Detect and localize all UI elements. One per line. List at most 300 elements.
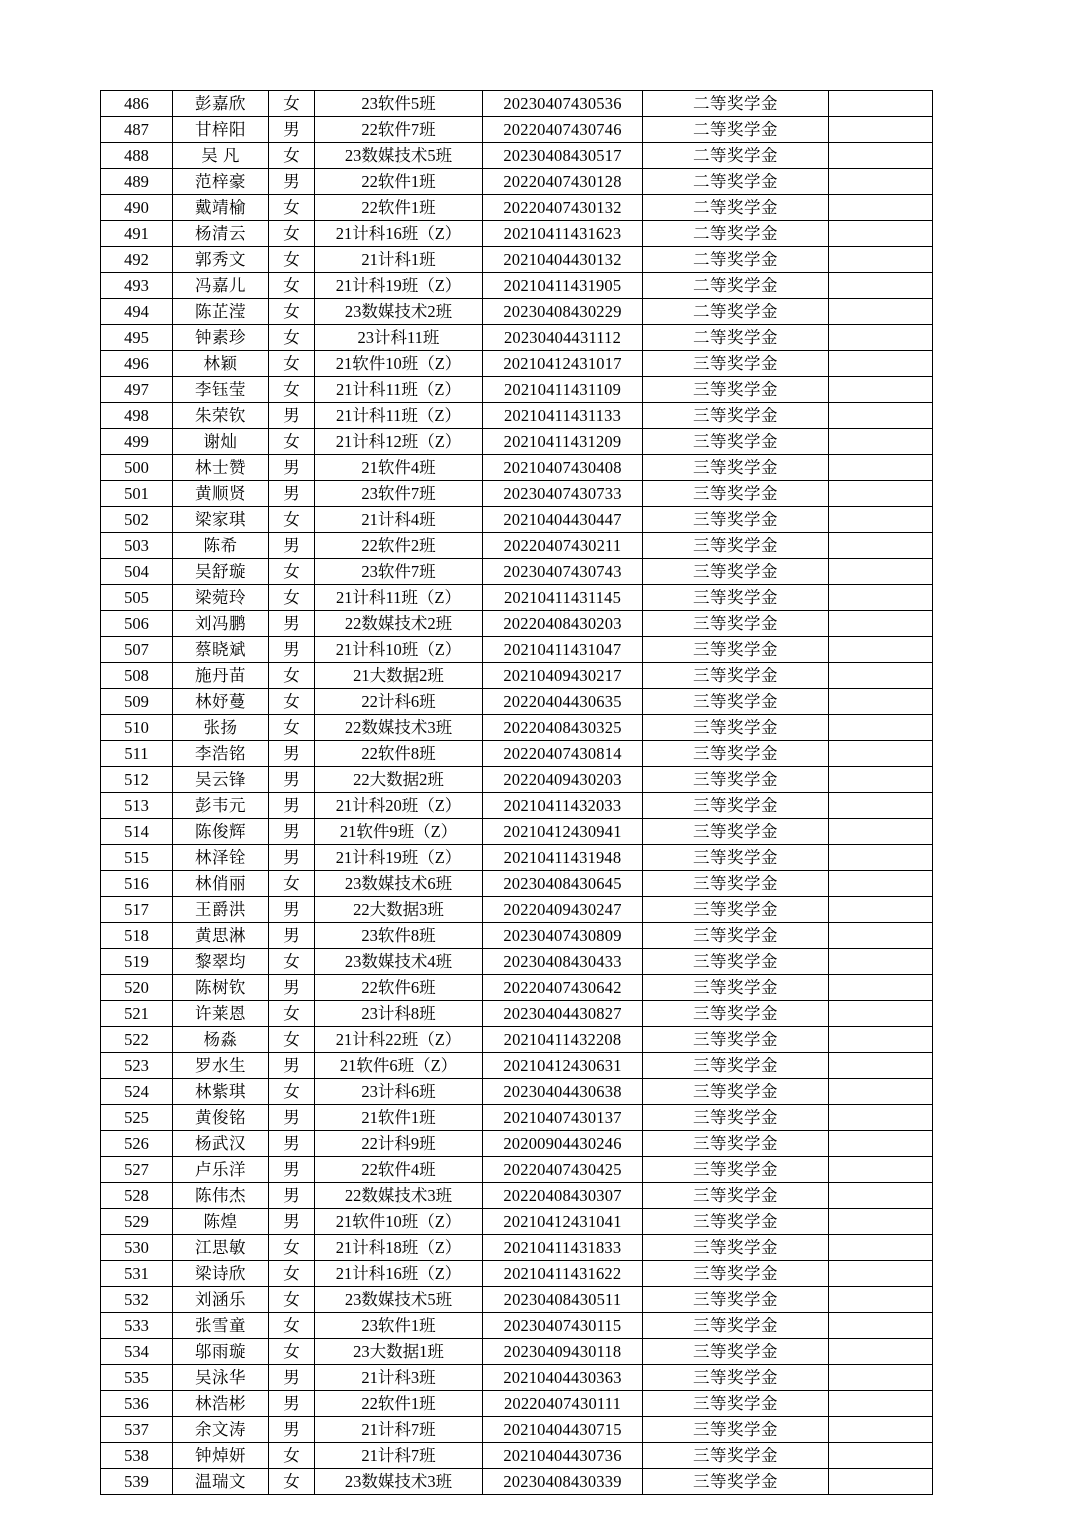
row-index: 509 xyxy=(101,689,173,715)
student-name: 黄思淋 xyxy=(173,923,269,949)
student-name: 林颖 xyxy=(173,351,269,377)
remark xyxy=(829,715,933,741)
remark xyxy=(829,559,933,585)
remark xyxy=(829,325,933,351)
table-row xyxy=(101,221,933,247)
student-sex: 男 xyxy=(269,1053,315,1079)
table-row xyxy=(101,455,933,481)
row-index: 499 xyxy=(101,429,173,455)
student-class: 23数媒技术6班 xyxy=(315,871,483,897)
student-sex: 男 xyxy=(269,1391,315,1417)
student-id: 20230408430511 xyxy=(483,1287,643,1313)
award-level: 三等奖学金 xyxy=(643,1391,829,1417)
student-sex: 女 xyxy=(269,559,315,585)
student-class: 22软件1班 xyxy=(315,169,483,195)
student-class: 21计科19班（Z） xyxy=(315,273,483,299)
student-name: 戴靖榆 xyxy=(173,195,269,221)
student-class: 21大数据2班 xyxy=(315,663,483,689)
student-name: 刘涵乐 xyxy=(173,1287,269,1313)
student-id: 20230408430517 xyxy=(483,143,643,169)
table-row xyxy=(101,169,933,195)
row-index: 505 xyxy=(101,585,173,611)
row-index: 537 xyxy=(101,1417,173,1443)
student-class: 21计科11班（Z） xyxy=(315,377,483,403)
student-sex: 女 xyxy=(269,715,315,741)
student-sex: 女 xyxy=(269,1443,315,1469)
student-class: 22数媒技术2班 xyxy=(315,611,483,637)
student-class: 21计科4班 xyxy=(315,507,483,533)
student-id: 20230407430733 xyxy=(483,481,643,507)
student-id: 20210412431017 xyxy=(483,351,643,377)
student-id: 20230404430638 xyxy=(483,1079,643,1105)
remark xyxy=(829,91,933,117)
award-level: 三等奖学金 xyxy=(643,1027,829,1053)
student-name: 罗水生 xyxy=(173,1053,269,1079)
row-index: 519 xyxy=(101,949,173,975)
student-class: 22软件6班 xyxy=(315,975,483,1001)
student-name: 陈伟杰 xyxy=(173,1183,269,1209)
table-row xyxy=(101,1469,933,1495)
award-level: 三等奖学金 xyxy=(643,1053,829,1079)
table-row xyxy=(101,1365,933,1391)
student-name: 杨武汉 xyxy=(173,1131,269,1157)
table-row xyxy=(101,117,933,143)
student-sex: 男 xyxy=(269,403,315,429)
table-row xyxy=(101,91,933,117)
table-row xyxy=(101,1391,933,1417)
remark xyxy=(829,117,933,143)
table-row xyxy=(101,923,933,949)
student-sex: 男 xyxy=(269,1417,315,1443)
row-index: 496 xyxy=(101,351,173,377)
award-level: 三等奖学金 xyxy=(643,923,829,949)
remark xyxy=(829,273,933,299)
award-level: 二等奖学金 xyxy=(643,91,829,117)
student-id: 20210411431145 xyxy=(483,585,643,611)
award-level: 三等奖学金 xyxy=(643,1079,829,1105)
table-row xyxy=(101,1287,933,1313)
award-level: 二等奖学金 xyxy=(643,169,829,195)
table-row xyxy=(101,689,933,715)
student-class: 23计科6班 xyxy=(315,1079,483,1105)
row-index: 523 xyxy=(101,1053,173,1079)
student-sex: 男 xyxy=(269,845,315,871)
student-name: 邬雨璇 xyxy=(173,1339,269,1365)
student-class: 21计科12班（Z） xyxy=(315,429,483,455)
student-id: 20210411431209 xyxy=(483,429,643,455)
student-id: 20210411432208 xyxy=(483,1027,643,1053)
remark xyxy=(829,1053,933,1079)
row-index: 489 xyxy=(101,169,173,195)
student-sex: 女 xyxy=(269,1261,315,1287)
remark xyxy=(829,1157,933,1183)
student-sex: 女 xyxy=(269,949,315,975)
remark xyxy=(829,1079,933,1105)
student-sex: 女 xyxy=(269,1313,315,1339)
table-row xyxy=(101,715,933,741)
student-class: 23软件8班 xyxy=(315,923,483,949)
row-index: 492 xyxy=(101,247,173,273)
row-index: 529 xyxy=(101,1209,173,1235)
student-sex: 女 xyxy=(269,143,315,169)
award-level: 三等奖学金 xyxy=(643,1183,829,1209)
award-list-table xyxy=(100,90,933,1495)
table-row xyxy=(101,403,933,429)
award-level: 二等奖学金 xyxy=(643,221,829,247)
table-row xyxy=(101,1053,933,1079)
student-class: 21计科7班 xyxy=(315,1443,483,1469)
table-row xyxy=(101,767,933,793)
student-name: 林紫琪 xyxy=(173,1079,269,1105)
student-sex: 男 xyxy=(269,1105,315,1131)
remark xyxy=(829,871,933,897)
student-class: 21计科16班（Z） xyxy=(315,221,483,247)
award-level: 三等奖学金 xyxy=(643,611,829,637)
student-sex: 女 xyxy=(269,871,315,897)
student-name: 陈芷滢 xyxy=(173,299,269,325)
row-index: 487 xyxy=(101,117,173,143)
student-id: 20220408430203 xyxy=(483,611,643,637)
student-name: 张雪童 xyxy=(173,1313,269,1339)
table-row xyxy=(101,585,933,611)
award-level: 三等奖学金 xyxy=(643,351,829,377)
student-sex: 男 xyxy=(269,611,315,637)
remark xyxy=(829,1001,933,1027)
table-row xyxy=(101,1339,933,1365)
remark xyxy=(829,533,933,559)
student-class: 23计科11班 xyxy=(315,325,483,351)
row-index: 516 xyxy=(101,871,173,897)
remark xyxy=(829,1261,933,1287)
row-index: 488 xyxy=(101,143,173,169)
remark xyxy=(829,1209,933,1235)
table-row xyxy=(101,949,933,975)
award-level: 三等奖学金 xyxy=(643,1287,829,1313)
row-index: 534 xyxy=(101,1339,173,1365)
student-name: 朱荣钦 xyxy=(173,403,269,429)
table-row xyxy=(101,1027,933,1053)
award-level: 三等奖学金 xyxy=(643,1313,829,1339)
student-name: 杨淼 xyxy=(173,1027,269,1053)
table-row xyxy=(101,793,933,819)
student-class: 23数媒技术3班 xyxy=(315,1469,483,1495)
remark xyxy=(829,455,933,481)
award-level: 三等奖学金 xyxy=(643,533,829,559)
student-name: 林俏丽 xyxy=(173,871,269,897)
student-class: 21软件6班（Z） xyxy=(315,1053,483,1079)
award-level: 三等奖学金 xyxy=(643,1261,829,1287)
student-name: 吴舒璇 xyxy=(173,559,269,585)
student-sex: 女 xyxy=(269,299,315,325)
student-name: 甘梓阳 xyxy=(173,117,269,143)
student-name: 温瑞文 xyxy=(173,1469,269,1495)
student-name: 范梓豪 xyxy=(173,169,269,195)
student-class: 21计科19班（Z） xyxy=(315,845,483,871)
student-id: 20220407430128 xyxy=(483,169,643,195)
remark xyxy=(829,429,933,455)
student-class: 22计科6班 xyxy=(315,689,483,715)
student-class: 23数媒技术5班 xyxy=(315,143,483,169)
remark xyxy=(829,1469,933,1495)
row-index: 514 xyxy=(101,819,173,845)
remark xyxy=(829,481,933,507)
student-id: 20220407430425 xyxy=(483,1157,643,1183)
student-name: 郭秀文 xyxy=(173,247,269,273)
student-name: 冯嘉儿 xyxy=(173,273,269,299)
award-level: 三等奖学金 xyxy=(643,559,829,585)
remark xyxy=(829,403,933,429)
row-index: 510 xyxy=(101,715,173,741)
table-row xyxy=(101,741,933,767)
student-name: 黄顺贤 xyxy=(173,481,269,507)
remark xyxy=(829,1183,933,1209)
student-sex: 女 xyxy=(269,1001,315,1027)
award-level: 三等奖学金 xyxy=(643,1365,829,1391)
student-id: 20210411431905 xyxy=(483,273,643,299)
student-id: 20220407430642 xyxy=(483,975,643,1001)
student-class: 21软件10班（Z） xyxy=(315,351,483,377)
student-class: 22数媒技术3班 xyxy=(315,715,483,741)
student-id: 20230408430339 xyxy=(483,1469,643,1495)
student-id: 20220409430203 xyxy=(483,767,643,793)
remark xyxy=(829,169,933,195)
row-index: 508 xyxy=(101,663,173,689)
student-class: 21计科11班（Z） xyxy=(315,403,483,429)
student-class: 21计科10班（Z） xyxy=(315,637,483,663)
award-level: 三等奖学金 xyxy=(643,663,829,689)
award-level: 三等奖学金 xyxy=(643,429,829,455)
row-index: 486 xyxy=(101,91,173,117)
student-sex: 女 xyxy=(269,351,315,377)
award-level: 三等奖学金 xyxy=(643,1209,829,1235)
student-id: 20230407430536 xyxy=(483,91,643,117)
row-index: 518 xyxy=(101,923,173,949)
remark xyxy=(829,793,933,819)
row-index: 517 xyxy=(101,897,173,923)
remark xyxy=(829,1287,933,1313)
student-sex: 女 xyxy=(269,221,315,247)
award-level: 二等奖学金 xyxy=(643,117,829,143)
award-level: 三等奖学金 xyxy=(643,897,829,923)
row-index: 528 xyxy=(101,1183,173,1209)
table-row xyxy=(101,845,933,871)
student-sex: 女 xyxy=(269,273,315,299)
award-table-container xyxy=(100,90,932,1495)
table-row xyxy=(101,351,933,377)
student-id: 20230408430229 xyxy=(483,299,643,325)
student-class: 22软件2班 xyxy=(315,533,483,559)
row-index: 539 xyxy=(101,1469,173,1495)
student-name: 谢灿 xyxy=(173,429,269,455)
award-level: 三等奖学金 xyxy=(643,871,829,897)
row-index: 497 xyxy=(101,377,173,403)
student-id: 20230407430743 xyxy=(483,559,643,585)
remark xyxy=(829,845,933,871)
table-row xyxy=(101,1079,933,1105)
student-sex: 女 xyxy=(269,325,315,351)
award-level: 三等奖学金 xyxy=(643,481,829,507)
remark xyxy=(829,377,933,403)
student-name: 李浩铭 xyxy=(173,741,269,767)
student-sex: 女 xyxy=(269,377,315,403)
student-id: 20220404430635 xyxy=(483,689,643,715)
award-level: 三等奖学金 xyxy=(643,1131,829,1157)
student-id: 20210411431623 xyxy=(483,221,643,247)
student-sex: 男 xyxy=(269,975,315,1001)
remark xyxy=(829,923,933,949)
student-name: 许莱恩 xyxy=(173,1001,269,1027)
student-id: 20220407430746 xyxy=(483,117,643,143)
student-name: 梁菀玲 xyxy=(173,585,269,611)
award-level: 三等奖学金 xyxy=(643,455,829,481)
row-index: 525 xyxy=(101,1105,173,1131)
award-level: 三等奖学金 xyxy=(643,767,829,793)
student-sex: 女 xyxy=(269,663,315,689)
student-sex: 女 xyxy=(269,689,315,715)
student-sex: 女 xyxy=(269,1027,315,1053)
student-class: 22大数据3班 xyxy=(315,897,483,923)
award-level: 三等奖学金 xyxy=(643,845,829,871)
student-class: 21计科1班 xyxy=(315,247,483,273)
remark xyxy=(829,767,933,793)
student-sex: 男 xyxy=(269,897,315,923)
student-name: 杨清云 xyxy=(173,221,269,247)
remark xyxy=(829,1313,933,1339)
remark xyxy=(829,741,933,767)
remark xyxy=(829,507,933,533)
table-row xyxy=(101,611,933,637)
student-name: 林泽铨 xyxy=(173,845,269,871)
row-index: 526 xyxy=(101,1131,173,1157)
student-sex: 女 xyxy=(269,585,315,611)
student-id: 20210411432033 xyxy=(483,793,643,819)
remark xyxy=(829,195,933,221)
student-id: 20210412431041 xyxy=(483,1209,643,1235)
remark xyxy=(829,663,933,689)
row-index: 513 xyxy=(101,793,173,819)
row-index: 511 xyxy=(101,741,173,767)
table-row xyxy=(101,1443,933,1469)
row-index: 491 xyxy=(101,221,173,247)
row-index: 533 xyxy=(101,1313,173,1339)
award-level: 二等奖学金 xyxy=(643,195,829,221)
student-name: 吴泳华 xyxy=(173,1365,269,1391)
student-class: 21软件1班 xyxy=(315,1105,483,1131)
student-name: 黄俊铭 xyxy=(173,1105,269,1131)
remark xyxy=(829,1443,933,1469)
row-index: 515 xyxy=(101,845,173,871)
table-row xyxy=(101,871,933,897)
remark xyxy=(829,143,933,169)
row-index: 498 xyxy=(101,403,173,429)
student-class: 22数媒技术3班 xyxy=(315,1183,483,1209)
student-sex: 女 xyxy=(269,1079,315,1105)
remark xyxy=(829,637,933,663)
student-sex: 男 xyxy=(269,1209,315,1235)
table-row xyxy=(101,377,933,403)
table-row xyxy=(101,481,933,507)
award-level: 三等奖学金 xyxy=(643,741,829,767)
student-sex: 男 xyxy=(269,481,315,507)
award-level: 二等奖学金 xyxy=(643,325,829,351)
student-name: 林浩彬 xyxy=(173,1391,269,1417)
student-sex: 女 xyxy=(269,507,315,533)
student-name: 刘冯鹏 xyxy=(173,611,269,637)
student-id: 20230408430433 xyxy=(483,949,643,975)
student-class: 22软件1班 xyxy=(315,195,483,221)
student-sex: 男 xyxy=(269,533,315,559)
remark xyxy=(829,1235,933,1261)
student-name: 梁家琪 xyxy=(173,507,269,533)
award-level: 三等奖学金 xyxy=(643,949,829,975)
student-name: 施丹苗 xyxy=(173,663,269,689)
award-level: 三等奖学金 xyxy=(643,637,829,663)
student-sex: 女 xyxy=(269,195,315,221)
student-sex: 女 xyxy=(269,1235,315,1261)
student-id: 20210409430217 xyxy=(483,663,643,689)
student-id: 20220407430111 xyxy=(483,1391,643,1417)
award-level: 三等奖学金 xyxy=(643,1417,829,1443)
remark xyxy=(829,1027,933,1053)
remark xyxy=(829,299,933,325)
student-sex: 男 xyxy=(269,1157,315,1183)
student-id: 20210412430941 xyxy=(483,819,643,845)
remark xyxy=(829,351,933,377)
student-name: 蔡晓斌 xyxy=(173,637,269,663)
student-class: 21计科16班（Z） xyxy=(315,1261,483,1287)
student-name: 吴 凡 xyxy=(173,143,269,169)
row-index: 538 xyxy=(101,1443,173,1469)
student-id: 20200904430246 xyxy=(483,1131,643,1157)
student-name: 梁诗欣 xyxy=(173,1261,269,1287)
student-id: 20210404430132 xyxy=(483,247,643,273)
table-row xyxy=(101,1209,933,1235)
student-id: 20210412430631 xyxy=(483,1053,643,1079)
student-name: 江思敏 xyxy=(173,1235,269,1261)
table-row xyxy=(101,273,933,299)
table-row xyxy=(101,975,933,1001)
student-class: 21计科7班 xyxy=(315,1417,483,1443)
table-row xyxy=(101,1001,933,1027)
award-level: 三等奖学金 xyxy=(643,715,829,741)
student-class: 23数媒技术5班 xyxy=(315,1287,483,1313)
student-id: 20210404430363 xyxy=(483,1365,643,1391)
table-row xyxy=(101,299,933,325)
student-sex: 女 xyxy=(269,1339,315,1365)
student-class: 23软件1班 xyxy=(315,1313,483,1339)
student-sex: 女 xyxy=(269,91,315,117)
student-class: 23数媒技术2班 xyxy=(315,299,483,325)
award-level: 三等奖学金 xyxy=(643,1469,829,1495)
student-id: 20230407430115 xyxy=(483,1313,643,1339)
student-id: 20220409430247 xyxy=(483,897,643,923)
student-id: 20210411431109 xyxy=(483,377,643,403)
table-row xyxy=(101,663,933,689)
student-sex: 男 xyxy=(269,455,315,481)
student-sex: 男 xyxy=(269,1365,315,1391)
student-sex: 男 xyxy=(269,169,315,195)
student-class: 22软件4班 xyxy=(315,1157,483,1183)
table-row xyxy=(101,1313,933,1339)
student-class: 23软件5班 xyxy=(315,91,483,117)
student-sex: 男 xyxy=(269,793,315,819)
row-index: 527 xyxy=(101,1157,173,1183)
student-name: 林妤蔓 xyxy=(173,689,269,715)
row-index: 494 xyxy=(101,299,173,325)
student-sex: 男 xyxy=(269,819,315,845)
remark xyxy=(829,1105,933,1131)
student-name: 钟焯妍 xyxy=(173,1443,269,1469)
